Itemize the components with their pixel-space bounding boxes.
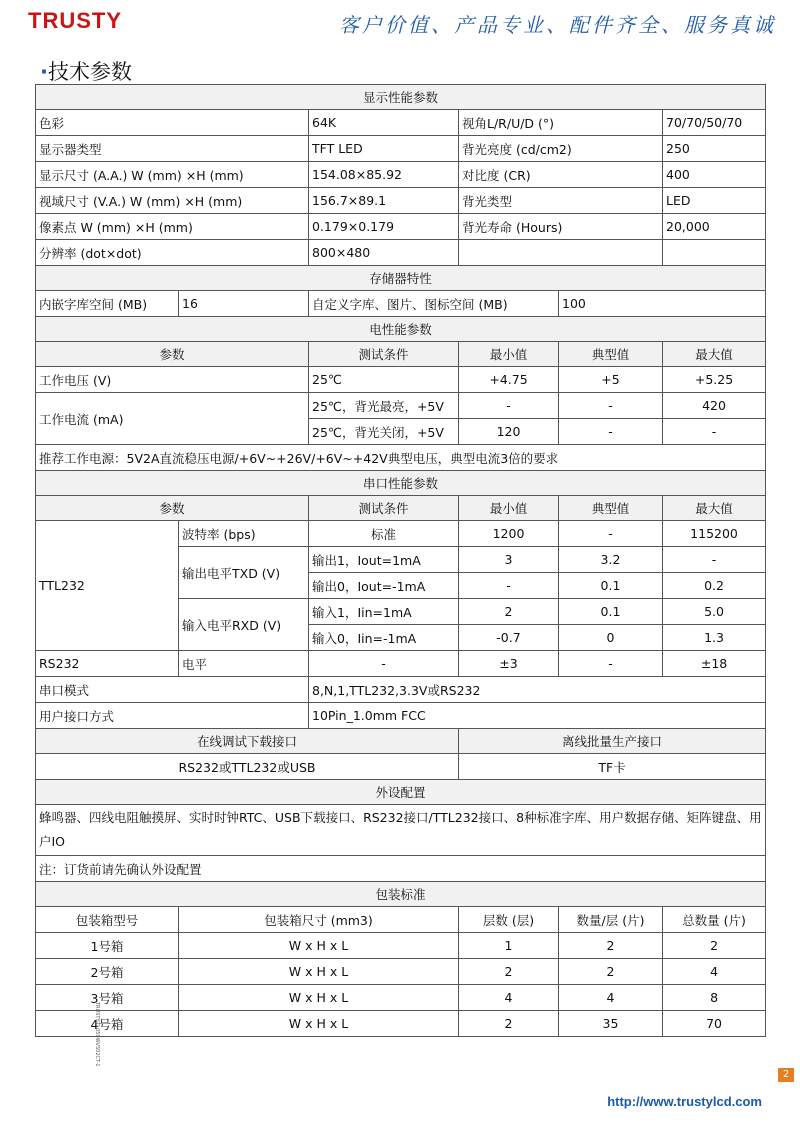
power-note: 推荐工作电源：5V2A直流稳压电源/+6V~+26V/+6V~+42V典型电压，典型电流3倍的要求: [36, 445, 766, 471]
min-value: 2: [459, 599, 559, 625]
max-value: 115200: [663, 521, 766, 547]
online-download-value: RS232或TTL232或USB: [36, 754, 459, 780]
column-header: 最小值: [459, 496, 559, 521]
section-title-text: 技术参数: [47, 60, 132, 84]
box-model: 1号箱: [36, 933, 179, 959]
min-value: 3: [459, 547, 559, 573]
column-header: 层数 (层): [459, 907, 559, 933]
typ-value: -: [559, 521, 663, 547]
column-header: 包装箱型号: [36, 907, 179, 933]
packaging-title: 包装标准: [36, 882, 766, 907]
table-row: [36, 521, 766, 547]
spec-label: 对比度 (CR): [459, 162, 663, 188]
spec-label: 视域尺寸 (V.A.) W (mm) ×H (mm): [36, 188, 309, 214]
max-value: -: [663, 547, 766, 573]
min-value: -: [459, 393, 559, 419]
baud-label: 波特率 (bps): [179, 521, 309, 547]
custom-space-label: 自定义字库、图片、图标空间 (MB): [309, 291, 559, 317]
interface-value: 10Pin_1.0mm FCC: [309, 703, 766, 729]
table-row: [36, 1011, 766, 1037]
rxd-label: 输入电平RXD (V): [179, 599, 309, 651]
test-condition: 输入1，Iin=1mA: [309, 599, 459, 625]
peripherals-title: 外设配置: [36, 780, 766, 805]
test-condition: 输出1，Iout=1mA: [309, 547, 459, 573]
peripherals-text: 蜂鸣器、四线电阻触摸屏、实时时钟RTC、USB下载接口、RS232接口/TTL232接口、8种标准字库、用户数据存储、矩阵键盘、用户IO: [36, 805, 766, 856]
table-row: [36, 754, 766, 780]
box-qty-per-layer: 2: [559, 933, 663, 959]
table-row: [36, 677, 766, 703]
max-value: 0.2: [663, 573, 766, 599]
box-total: 70: [663, 1011, 766, 1037]
storage-header-row: [36, 266, 766, 291]
spec-value: 250: [663, 136, 766, 162]
box-model: 3号箱: [36, 985, 179, 1011]
ttl232-label: TTL232: [36, 521, 179, 651]
table-row: [36, 367, 766, 393]
serial-mode-value: 8,N,1,TTL232,3.3V或RS232: [309, 677, 766, 703]
offline-production-value: TF卡: [459, 754, 766, 780]
spec-value: TFT LED: [309, 136, 459, 162]
electrical-header-row: [36, 317, 766, 342]
spec-label: 像素点 W (mm) ×H (mm): [36, 214, 309, 240]
max-value: 5.0: [663, 599, 766, 625]
typ-value: +5: [559, 367, 663, 393]
online-download-title: 在线调试下载接口: [36, 729, 459, 754]
packaging-column-headers: [36, 907, 766, 933]
table-row: [36, 856, 766, 882]
serial-header-row: [36, 471, 766, 496]
spec-value: LED: [663, 188, 766, 214]
slogan: 客户价值、产品专业、配件齐全、服务真诚: [339, 13, 776, 37]
typ-value: -: [559, 651, 663, 677]
box-layers: 4: [459, 985, 559, 1011]
min-value: +4.75: [459, 367, 559, 393]
max-value: ±18: [663, 651, 766, 677]
box-size: W x H x L: [179, 933, 459, 959]
min-value: 120: [459, 419, 559, 445]
spec-label: 背光类型: [459, 188, 663, 214]
table-row: [36, 162, 766, 188]
spec-value: [663, 240, 766, 266]
typ-value: 0: [559, 625, 663, 651]
typ-value: -: [559, 419, 663, 445]
table-row: [36, 393, 766, 419]
box-total: 2: [663, 933, 766, 959]
box-model: 4号箱: [36, 1011, 179, 1037]
peripherals-note: 注：订货前请先确认外设配置: [36, 856, 766, 882]
custom-space-value: 100: [559, 291, 766, 317]
spec-value: 64K: [309, 110, 459, 136]
test-condition: 25℃，背光关闭，+5V: [309, 419, 459, 445]
table-row: [36, 651, 766, 677]
table-row: [36, 110, 766, 136]
bullet-dot-icon: ·: [40, 60, 48, 84]
electrical-title: 电性能参数: [36, 317, 766, 342]
table-row: [36, 188, 766, 214]
table-row: [36, 136, 766, 162]
level-label: 电平: [179, 651, 309, 677]
spec-value: 400: [663, 162, 766, 188]
box-layers: 1: [459, 933, 559, 959]
table-row: [36, 703, 766, 729]
spec-value: 0.179×0.179: [309, 214, 459, 240]
test-condition: -: [309, 651, 459, 677]
spec-value: 154.08×85.92: [309, 162, 459, 188]
section-title: [40, 56, 132, 86]
min-value: ±3: [459, 651, 559, 677]
serial-column-headers: [36, 496, 766, 521]
side-code: TRUSTY-TL050WVS02CT-1: [94, 1002, 100, 1067]
table-row: [36, 959, 766, 985]
box-size: W x H x L: [179, 1011, 459, 1037]
spec-label: 显示器类型: [36, 136, 309, 162]
typ-value: -: [559, 393, 663, 419]
serial-title: 串口性能参数: [36, 471, 766, 496]
column-header: 参数: [36, 496, 309, 521]
page-number: 2: [778, 1068, 794, 1082]
spec-label: 显示尺寸 (A.A.) W (mm) ×H (mm): [36, 162, 309, 188]
storage-title: 存储器特性: [36, 266, 766, 291]
spec-label: 背光亮度 (cd/cm2): [459, 136, 663, 162]
box-size: W x H x L: [179, 985, 459, 1011]
table-row: [36, 445, 766, 471]
spec-value: 20,000: [663, 214, 766, 240]
electrical-column-headers: [36, 342, 766, 367]
column-header: 典型值: [559, 342, 663, 367]
typ-value: 0.1: [559, 573, 663, 599]
table-row: [36, 214, 766, 240]
box-qty-per-layer: 35: [559, 1011, 663, 1037]
column-header: 总数量 (片): [663, 907, 766, 933]
display-header-row: [36, 85, 766, 110]
test-condition: 输入0，Iin=-1mA: [309, 625, 459, 651]
table-row: [36, 933, 766, 959]
spec-label: 视角L/R/U/D (°): [459, 110, 663, 136]
current-label: 工作电流 (mA): [36, 393, 309, 445]
max-value: 420: [663, 393, 766, 419]
font-space-value: 16: [179, 291, 309, 317]
column-header: 参数: [36, 342, 309, 367]
box-qty-per-layer: 2: [559, 959, 663, 985]
max-value: 1.3: [663, 625, 766, 651]
packaging-header-row: [36, 882, 766, 907]
column-header: 最大值: [663, 342, 766, 367]
box-layers: 2: [459, 1011, 559, 1037]
typ-value: 0.1: [559, 599, 663, 625]
font-space-label: 内嵌字库空间 (MB): [36, 291, 179, 317]
column-header: 典型值: [559, 496, 663, 521]
spec-label: 色彩: [36, 110, 309, 136]
box-total: 4: [663, 959, 766, 985]
spec-label: 背光寿命 (Hours): [459, 214, 663, 240]
brand-logo: TRUSTY: [28, 8, 122, 33]
table-row: [36, 805, 766, 856]
table-row: [36, 291, 766, 317]
box-model: 2号箱: [36, 959, 179, 985]
spec-value: 70/70/50/70: [663, 110, 766, 136]
download-header-row: [36, 729, 766, 754]
column-header: 最小值: [459, 342, 559, 367]
column-header: 数量/层 (片): [559, 907, 663, 933]
txd-label: 输出电平TXD (V): [179, 547, 309, 599]
min-value: -0.7: [459, 625, 559, 651]
max-value: -: [663, 419, 766, 445]
peripherals-header-row: [36, 780, 766, 805]
offline-production-title: 离线批量生产接口: [459, 729, 766, 754]
website-url: http://www.trustylcd.com: [607, 1094, 762, 1109]
min-value: 1200: [459, 521, 559, 547]
interface-label: 用户接口方式: [36, 703, 309, 729]
spec-label: [459, 240, 663, 266]
serial-mode-label: 串口模式: [36, 677, 309, 703]
table-row: [36, 985, 766, 1011]
box-total: 8: [663, 985, 766, 1011]
test-condition: 25℃，背光最亮，+5V: [309, 393, 459, 419]
min-value: -: [459, 573, 559, 599]
rs232-label: RS232: [36, 651, 179, 677]
test-condition: 25℃: [309, 367, 459, 393]
column-header: 测试条件: [309, 342, 459, 367]
box-layers: 2: [459, 959, 559, 985]
column-header: 测试条件: [309, 496, 459, 521]
display-title: 显示性能参数: [36, 85, 766, 110]
spec-label: 分辨率 (dot×dot): [36, 240, 309, 266]
table-row: [36, 240, 766, 266]
test-condition: 输出0，Iout=-1mA: [309, 573, 459, 599]
voltage-label: 工作电压 (V): [36, 367, 309, 393]
max-value: +5.25: [663, 367, 766, 393]
column-header: 包装箱尺寸 (mm3): [179, 907, 459, 933]
typ-value: 3.2: [559, 547, 663, 573]
box-qty-per-layer: 4: [559, 985, 663, 1011]
test-condition: 标准: [309, 521, 459, 547]
spec-value: 800×480: [309, 240, 459, 266]
spec-value: 156.7×89.1: [309, 188, 459, 214]
column-header: 最大值: [663, 496, 766, 521]
spec-table: [35, 84, 766, 1037]
box-size: W x H x L: [179, 959, 459, 985]
